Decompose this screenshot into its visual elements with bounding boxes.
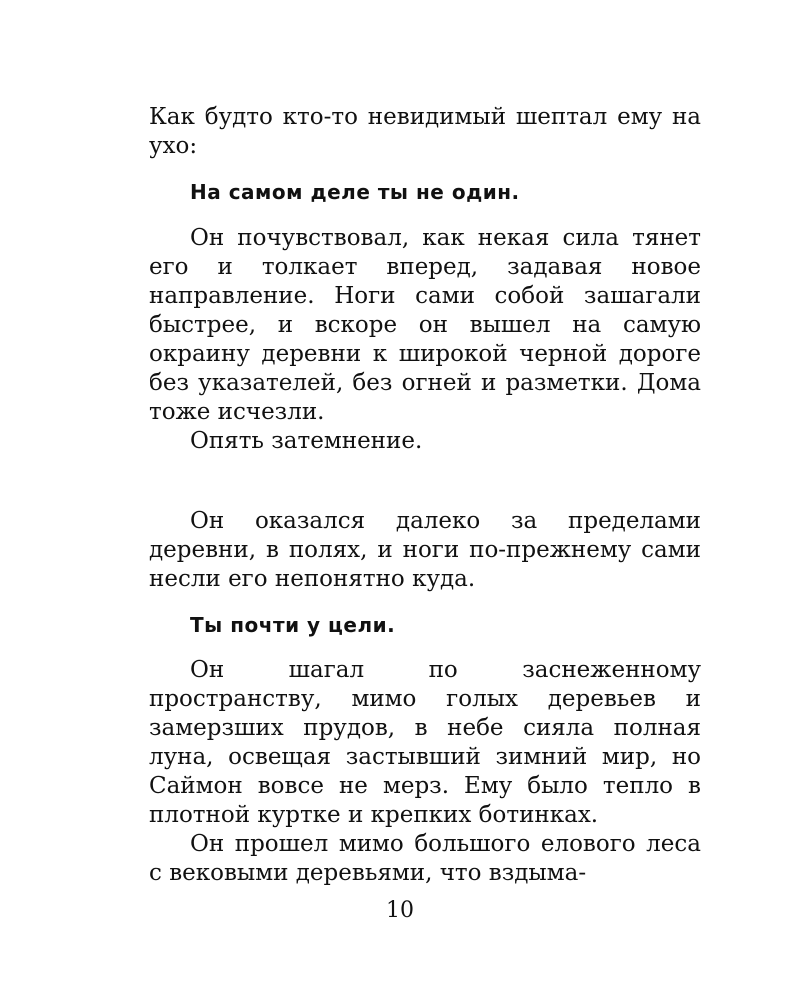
whisper-line-1: На самом деле ты не один. (190, 180, 520, 204)
paragraph-3-text: Опять затемнение. (190, 428, 423, 454)
paragraph-5-text: Он шагал по заснеженному пространству, мимо голых деревьев и замерзших прудов, в небе сияла полная луна, освещая застывший зимний мир, но Саймон вовсе не мерз. Ему было тепло в плотной куртке и крепких ботинках. (149, 657, 701, 828)
paragraph-2 (149, 224, 701, 456)
paragraph-2-text: Он почувствовал, как некая сила тянет его и толкает вперед, задавая новое направление. Ноги сами собой зашагали быстрее, и вскоре он вышел на самую окраину деревни к широкой черной дороге без указателей, без огней и разметки. Дома тоже исчезли. (149, 225, 701, 425)
page-number: 10 (386, 898, 414, 923)
paragraph-1-text: Как будто кто-то невидимый шептал ему на ухо: (149, 104, 701, 159)
paragraph-1 (149, 103, 701, 161)
paragraph-5 (149, 656, 701, 888)
paragraph-4 (149, 507, 701, 594)
paragraph-6-text: Он прошел мимо большого елового леса с вековыми деревьями, что вздыма- (149, 831, 701, 886)
paragraph-4-text: Он оказался далеко за пределами деревни, в полях, и ноги по-прежнему сами несли его непонятно куда. (149, 508, 701, 592)
whisper-line-2: Ты почти у цели. (190, 613, 396, 637)
